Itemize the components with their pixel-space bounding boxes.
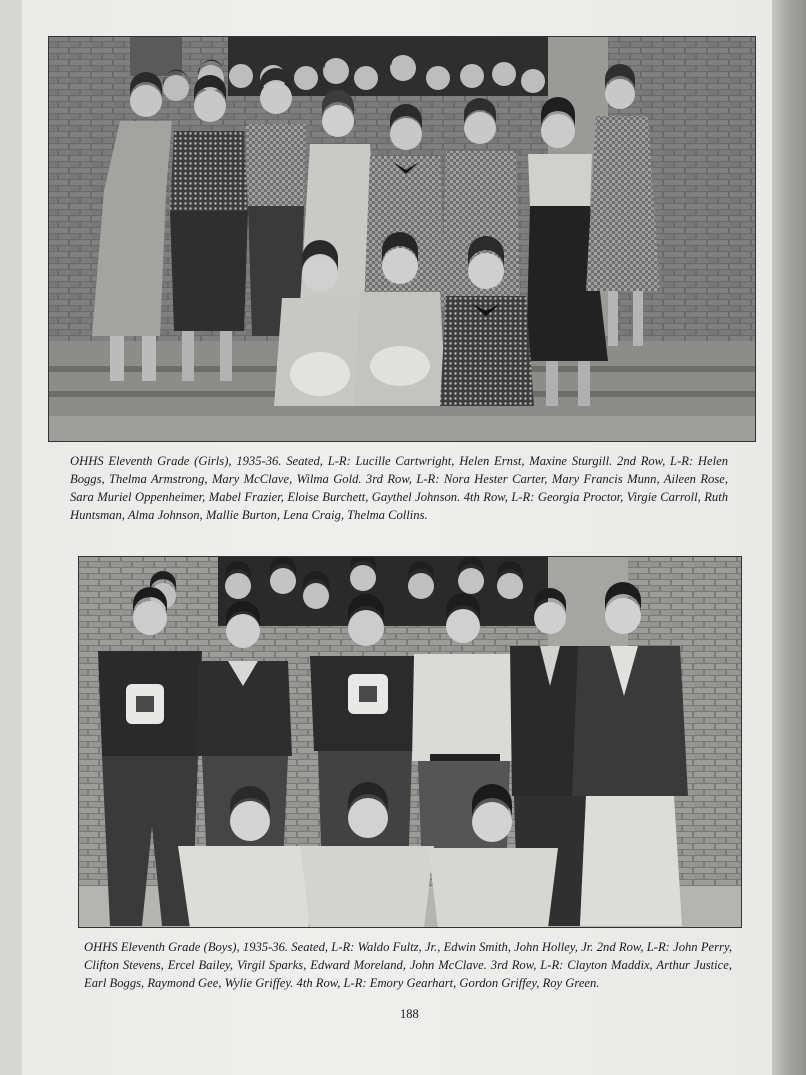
- boys-class-photo: [78, 556, 742, 928]
- girls-photo-caption: [70, 452, 728, 524]
- girls-class-photo: [48, 36, 756, 442]
- girls-caption-text: OHHS Eleventh Grade (Girls), 1935-36. Seated, L-R: Lucille Cartwright, Helen Ernst, Maxine Sturgill. 2nd Row, L-R: Helen Boggs, Thelma Armstrong, Mary McClave, Wilma Gold. 3rd Row, L-R: Nora Hester Carter, Mary Francis Munn, Aileen Rose, Sara Muriel Oppenheimer, Mabel Frazier, Eloise Burchett, Gaythel Johnson. 4th Row, L-R: Georgia Proctor, Virgie Carroll, Ruth Huntsman, Alma Johnson, Mallie Burton, Lena Craig, Thelma Collins.: [70, 454, 728, 522]
- page-number: 188: [400, 1007, 419, 1021]
- boys-caption-text: OHHS Eleventh Grade (Boys), 1935-36. Seated, L-R: Waldo Fultz, Jr., Edwin Smith, John Holley, Jr. 2nd Row, L-R: John Perry, Clifton Stevens, Ercel Bailey, Virgil Sparks, Edward Moreland, John McClave. 3rd Row, L-R: Clayton Maddix, Arthur Justice, Earl Boggs, Raymond Gee, Wylie Griffey. 4th Row, L-R: Emory Gearhart, Gordon Griffey, Roy Green.: [84, 940, 732, 990]
- boys-photo-caption: [84, 938, 732, 992]
- book-spine: [772, 0, 806, 1075]
